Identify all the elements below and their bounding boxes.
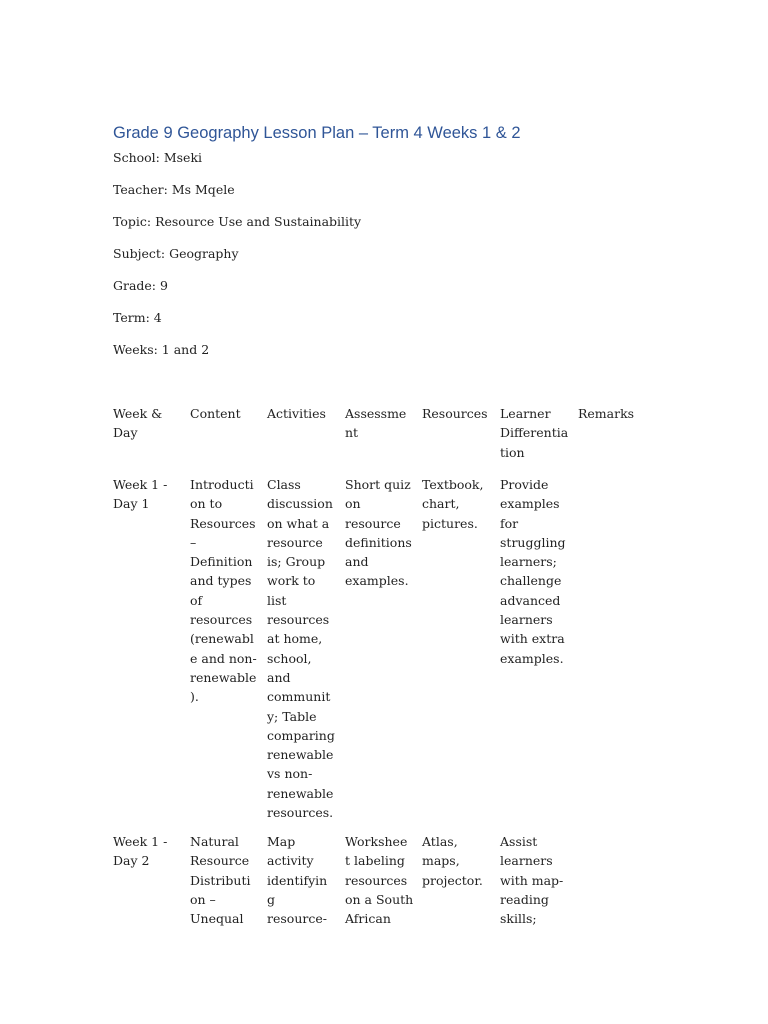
row-1-assessment xyxy=(345,475,411,591)
cell-text-line: g xyxy=(267,891,276,907)
cell-text-line: t labeling xyxy=(345,853,405,869)
cell-text-line: resources xyxy=(345,872,408,888)
cell-text-line: learners xyxy=(500,853,553,869)
cell-text-line: Week 1 - xyxy=(113,477,168,492)
cell-text-line: e and non- xyxy=(190,650,257,666)
cell-text-line: examples xyxy=(500,496,560,512)
cell-text-line: Remarks xyxy=(578,406,635,421)
cell-text-line: Provide xyxy=(500,477,549,492)
cell-text-line: Assist xyxy=(500,834,538,849)
header-remarks xyxy=(578,404,644,423)
cell-text-line: Activities xyxy=(267,406,326,421)
row-1-differentiation xyxy=(500,475,566,668)
cell-text-line: with extra xyxy=(500,631,565,647)
row-2-differentiation xyxy=(500,832,566,928)
header-content xyxy=(190,404,256,423)
row-1-content xyxy=(190,475,256,707)
cell-text-line: chart, xyxy=(422,496,460,512)
cell-text-line: renewable xyxy=(267,747,334,763)
cell-text-line: and xyxy=(345,554,369,570)
document-title: Grade 9 Geography Lesson Plan – Term 4 Weeks 1 & 2 xyxy=(113,124,521,142)
cell-text-line: resources xyxy=(190,612,253,628)
cell-text-line: Introducti xyxy=(190,477,254,492)
cell-text-line: Day 1 xyxy=(113,496,150,512)
row-2-content xyxy=(190,832,256,928)
cell-text-line: communit xyxy=(267,689,331,705)
cell-text-line: Class xyxy=(267,477,301,492)
cell-text-line: on xyxy=(345,496,361,512)
subject-line: Subject: Geography xyxy=(113,246,239,261)
cell-text-line: resource- xyxy=(267,911,327,927)
cell-text-line: resource xyxy=(267,534,323,550)
cell-text-line: learners; xyxy=(500,554,557,570)
cell-text-line: renewable xyxy=(190,669,257,685)
cell-text-line: and xyxy=(267,669,291,685)
cell-text-line: Resources xyxy=(190,515,256,531)
topic-line: Topic: Resource Use and Sustainability xyxy=(113,214,362,229)
cell-text-line: Textbook, xyxy=(422,477,484,492)
cell-text-line: school, xyxy=(267,650,312,666)
cell-text-line: Content xyxy=(190,406,241,421)
cell-text-line: Differentia xyxy=(500,425,569,441)
cell-text-line: on a South xyxy=(345,891,414,907)
cell-text-line: maps, xyxy=(422,853,460,869)
row-2-resources xyxy=(422,832,488,890)
cell-text-line: resources xyxy=(267,612,330,628)
cell-text-line: Week 1 - xyxy=(113,834,168,849)
cell-text-line: Distributi xyxy=(190,872,251,888)
cell-text-line: definitions xyxy=(345,534,412,550)
cell-text-line: resource xyxy=(345,515,401,531)
cell-text-line: renewable xyxy=(267,785,334,801)
cell-text-line: projector. xyxy=(422,872,483,888)
cell-text-line: identifyin xyxy=(267,872,328,888)
cell-text-line: Day xyxy=(113,425,138,441)
cell-text-line: and types xyxy=(190,573,252,589)
row-1-activities xyxy=(267,475,333,822)
cell-text-line: – xyxy=(190,534,197,550)
cell-text-line: comparing xyxy=(267,727,335,743)
cell-text-line: reading xyxy=(500,891,549,907)
cell-text-line: on – xyxy=(190,891,216,907)
cell-text-line: challenge xyxy=(500,573,562,589)
header-differentiation xyxy=(500,404,569,462)
cell-text-line: Day 2 xyxy=(113,853,150,869)
cell-text-line: nt xyxy=(345,425,359,441)
cell-text-line: on what a xyxy=(267,515,330,531)
cell-text-line: Week & xyxy=(113,406,163,421)
header-assessment xyxy=(345,404,411,443)
cell-text-line: tion xyxy=(500,444,525,460)
row-1-resources xyxy=(422,475,488,533)
cell-text-line: Unequal xyxy=(190,911,244,927)
cell-text-line: pictures. xyxy=(422,515,478,531)
cell-text-line: work to xyxy=(267,573,316,589)
cell-text-line: Assessme xyxy=(345,406,407,421)
cell-text-line: African xyxy=(345,911,391,927)
cell-text-line: skills; xyxy=(500,911,537,927)
weeks-line: Weeks: 1 and 2 xyxy=(113,342,210,357)
cell-text-line: of xyxy=(190,592,203,608)
cell-text-line: at home, xyxy=(267,631,323,647)
row-2-activities xyxy=(267,832,333,928)
cell-text-line: learners xyxy=(500,612,553,628)
cell-text-line: ). xyxy=(190,689,199,705)
cell-text-line: advanced xyxy=(500,592,561,608)
term-line: Term: 4 xyxy=(113,310,162,325)
cell-text-line: examples. xyxy=(500,650,564,666)
row-2-week-day xyxy=(113,832,179,871)
cell-text-line: Learner xyxy=(500,406,551,421)
cell-text-line: Definition xyxy=(190,554,253,570)
header-week-day xyxy=(113,404,179,443)
cell-text-line: discussion xyxy=(267,496,333,512)
row-2-assessment xyxy=(345,832,414,928)
cell-text-line: on to xyxy=(190,496,223,512)
cell-text-line: resources. xyxy=(267,805,334,821)
cell-text-line: for xyxy=(500,515,519,531)
grade-line: Grade: 9 xyxy=(113,278,168,293)
school-line: School: Mseki xyxy=(113,150,203,165)
teacher-line: Teacher: Ms Mqele xyxy=(113,182,235,197)
cell-text-line: Map xyxy=(267,834,296,849)
cell-text-line: examples. xyxy=(345,573,409,589)
cell-text-line: list xyxy=(267,592,287,608)
cell-text-line: Resources xyxy=(422,406,488,421)
row-1-week-day xyxy=(113,475,179,514)
cell-text-line: with map- xyxy=(500,872,564,888)
cell-text-line: Atlas, xyxy=(422,834,458,849)
header-activities xyxy=(267,404,333,423)
cell-text-line: Resource xyxy=(190,853,250,869)
cell-text-line: Workshee xyxy=(345,834,408,849)
cell-text-line: struggling xyxy=(500,534,566,550)
cell-text-line: vs non- xyxy=(267,766,313,782)
cell-text-line: activity xyxy=(267,853,314,869)
cell-text-line: y; Table xyxy=(267,708,317,724)
cell-text-line: Natural xyxy=(190,834,239,849)
cell-text-line: (renewabl xyxy=(190,631,254,647)
cell-text-line: is; Group xyxy=(267,554,326,570)
cell-text-line: Short quiz xyxy=(345,477,411,492)
header-resources xyxy=(422,404,488,423)
